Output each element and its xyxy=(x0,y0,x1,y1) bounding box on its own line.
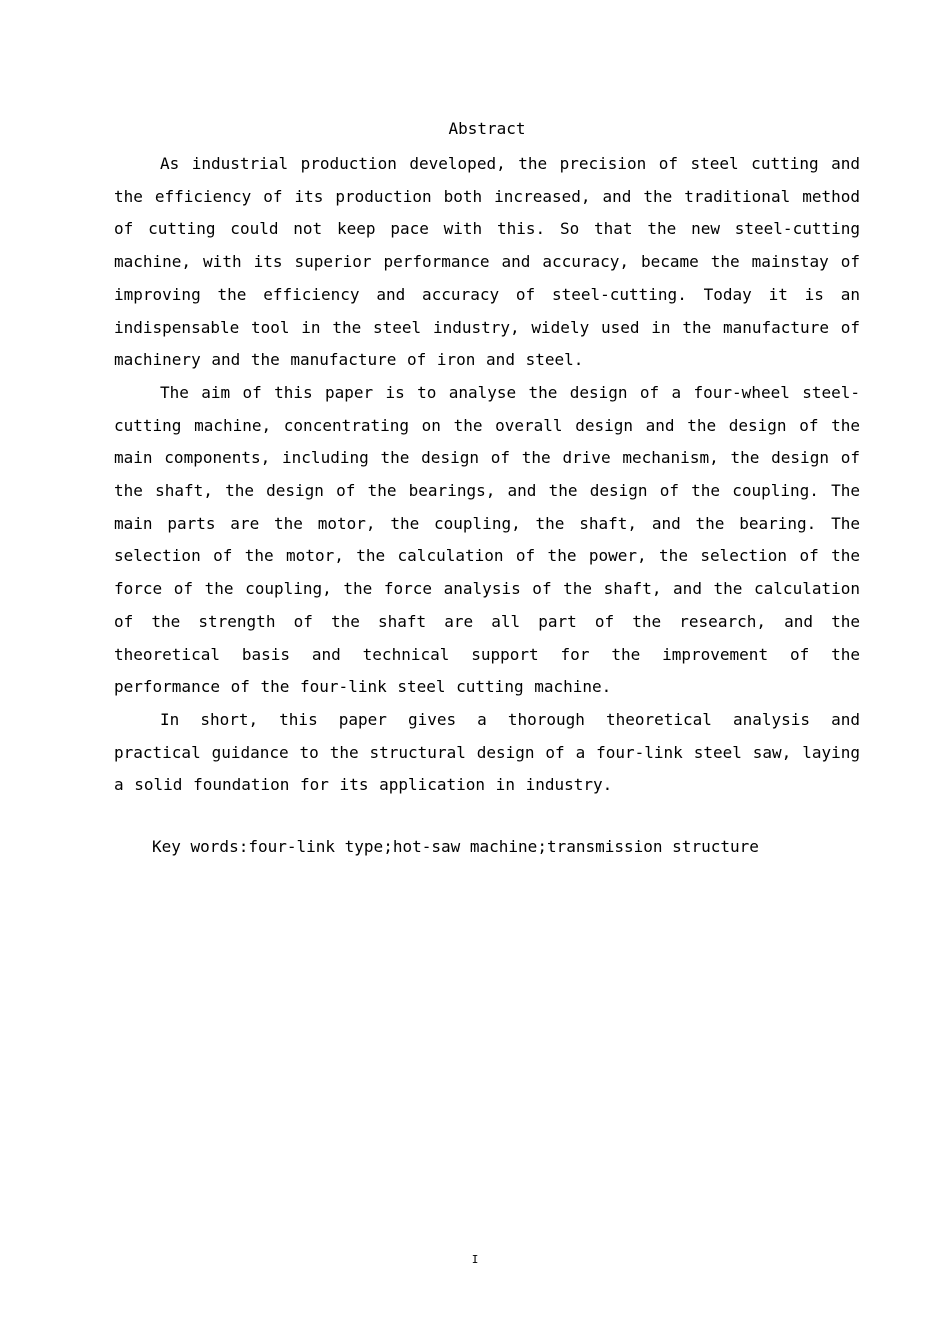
page-number: I xyxy=(471,1253,479,1266)
abstract-paragraph-1: As industrial production developed, the precision of steel cutting and the efficiency of its production both increased, and the traditional method of cutting could not keep pace with this. So that the new steel-cutting machine, with its superior performance and accuracy, became the mainstay of improving the efficiency and accuracy of steel-cutting. Today it is an indispensable tool in the steel industry, widely used in the manufacture of machinery and the manufacture of iron and steel. xyxy=(114,154,860,370)
abstract-paragraph-2: The aim of this paper is to analyse the design of a four-wheel steel-cutting machine, concentrating on the overall design and the design of the main components, including the design of the drive mechanism, the design of the shaft, the design of the bearings, and the design of the coupling. The main parts are the motor, the coupling, the shaft, and the bearing. The selection of the motor, the calculation of the power, the selection of the force of the coupling, the force analysis of the shaft, and the calculation of the strength of the shaft are all part of the research, and the theoretical basis and technical support for the improvement of the performance of the four-link steel cutting machine. xyxy=(114,382,860,697)
abstract-title: Abstract xyxy=(448,119,526,138)
abstract-paragraph-3: In short, this paper gives a thorough theoretical analysis and practical guidance to the structural design of a four-link steel saw, laying a solid foundation for its application in industry. xyxy=(114,709,860,795)
keywords-line: Key words:four-link type;hot-saw machine;transmission structure xyxy=(152,837,759,856)
abstract-page xyxy=(114,116,860,802)
